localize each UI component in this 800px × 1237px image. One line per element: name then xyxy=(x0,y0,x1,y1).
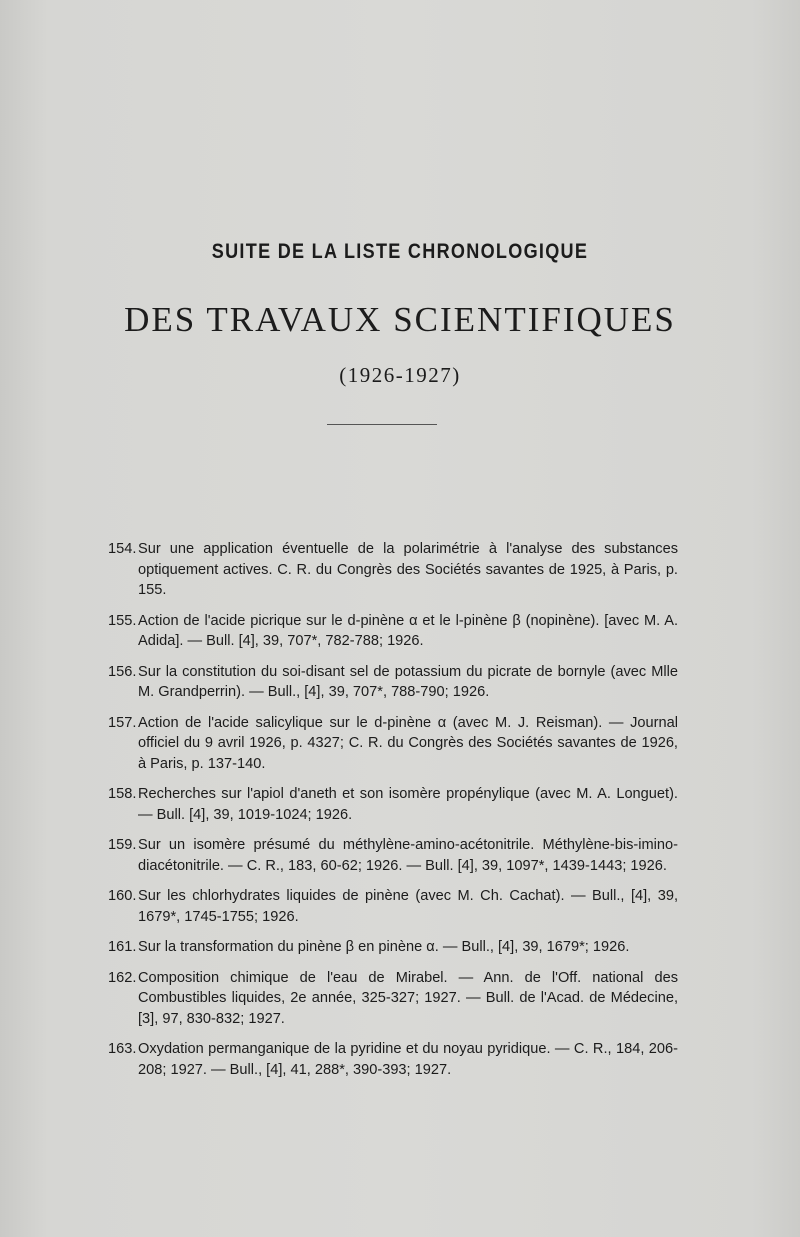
entry-text: Sur les chlorhydrates liquides de pinène (avec M. Ch. Cachat). — Bull., [4], 39, 1679*, 1745-1755; 1926. xyxy=(138,888,678,925)
entry-number: 163. xyxy=(108,1041,137,1057)
entry-text: Sur la constitution du soi-disant sel de potassium du picrate de bornyle (avec Mlle M. Grandperrin). — Bull., [4], 39, 707*, 788-790; 1926. xyxy=(138,663,678,700)
entry-text: Sur la transformation du pinène β en pinène α. — Bull., [4], 39, 1679*; 1926. xyxy=(138,939,630,955)
entry-154 xyxy=(108,539,678,601)
entry-text: Recherches sur l'apiol d'aneth et son isomère propénylique (avec M. A. Longuet). — Bull. [4], 39, 1019-1024; 1926. xyxy=(138,786,678,823)
entry-number: 156. xyxy=(108,663,137,680)
section-heading: SUITE DE LA LISTE CHRONOLOGIQUE xyxy=(211,240,589,263)
page-title: DES TRAVAUX SCIENTIFIQUES xyxy=(124,300,676,339)
entry-160 xyxy=(108,886,678,927)
entry-number: 154. xyxy=(108,541,137,557)
entry-number: 159. xyxy=(108,837,137,853)
entry-155 xyxy=(108,611,678,652)
entry-157 xyxy=(108,713,678,775)
entry-text: Composition chimique de l'eau de Mirabel. — Ann. de l'Off. national des Combustibles liquides, 2e année, 325-327; 1927. — Bull. de l'Acad. de Médecine, [3], 97, 830-832; 1927. xyxy=(138,969,678,1027)
entry-number: 162. xyxy=(108,969,137,986)
entry-158 xyxy=(108,784,678,825)
entry-159 xyxy=(108,835,678,876)
divider-rule xyxy=(327,424,437,425)
year-range: (1926-1927) xyxy=(339,363,461,387)
entry-number: 155. xyxy=(108,612,137,629)
entry-text: Sur un isomère présumé du méthylène-amino-acétonitrile. Méthylène-bis-imino-diacétonitrile. — C. R., 183, 60-62; 1926. — Bull. [4], 39, 1097*, 1439-1443; 1926. xyxy=(138,837,678,874)
entry-162 xyxy=(108,968,678,1030)
entry-163 xyxy=(108,1039,678,1080)
entry-156 xyxy=(108,662,678,703)
bibliography-list xyxy=(108,539,678,1090)
entry-number: 157. xyxy=(108,714,137,731)
entry-text: Oxydation permanganique de la pyridine et du noyau pyridique. — C. R., 184, 206-208; 1927. — Bull., [4], 41, 288*, 390-393; 1927. xyxy=(138,1041,678,1078)
entry-text: Action de l'acide salicylique sur le d-pinène α (avec M. J. Reisman). — Journal officiel du 9 avril 1926, p. 4327; C. R. du Congrès des Sociétés savantes de 1926, à Paris, p. 137-140. xyxy=(138,714,678,772)
entry-text: Action de l'acide picrique sur le d-pinène α et le l-pinène β (nopinène). [avec M. A. Adida]. — Bull. [4], 39, 707*, 782-788; 1926. xyxy=(138,612,678,649)
entry-number: 160. xyxy=(108,888,137,904)
entry-number: 161. xyxy=(108,939,137,955)
entry-text: Sur une application éventuelle de la polarimétrie à l'analyse des substances optiquement actives. C. R. du Congrès des Sociétés savantes de 1925, à Paris, p. 155. xyxy=(138,541,678,598)
entry-number: 158. xyxy=(108,786,137,802)
entry-161 xyxy=(108,937,678,958)
